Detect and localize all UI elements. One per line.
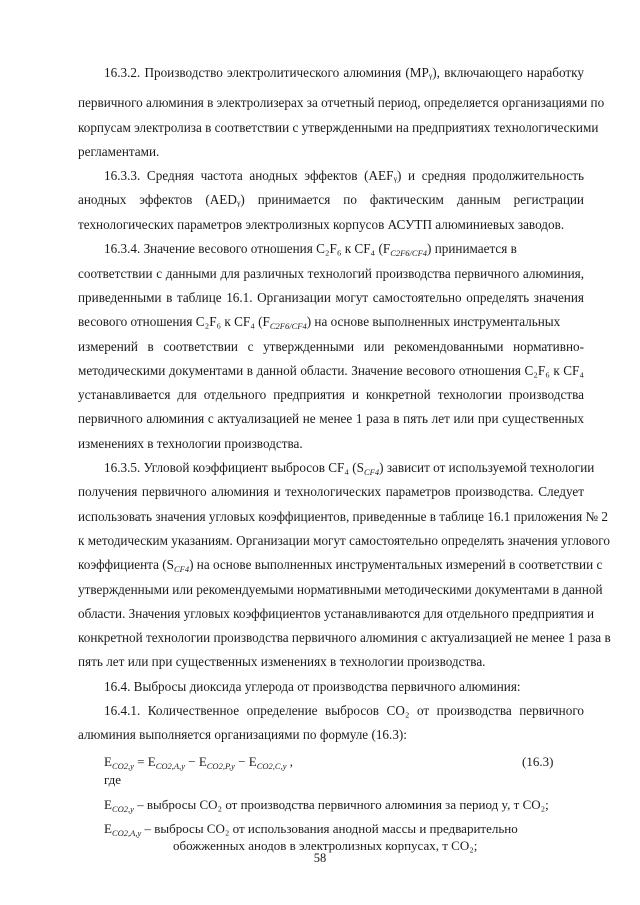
formula-16-3 xyxy=(104,754,293,774)
definition-text: – выбросы CO₂ от использования анодной массы и предварительно xyxy=(141,821,518,836)
formula-term1-subscript: CO2,A,y xyxy=(155,761,185,771)
line-text-tail: ) на основе выполненных инструментальных измерений в соответствии с xyxy=(189,557,603,572)
formula-term3-subscript: CO2,C,y xyxy=(256,761,287,771)
paragraph-16-4-1-line-2: алюминия выполняется организациями по формуле (16.3): xyxy=(78,727,407,742)
formula-number: (16.3) xyxy=(522,754,554,769)
formula-minus-2: − E xyxy=(234,754,257,769)
section-16-4-heading: 16.4. Выбросы диоксида углерода от производства первичного алюминия: xyxy=(104,679,521,694)
subscript: C2F6/CF4 xyxy=(390,248,428,258)
definition-e-co2-y xyxy=(104,797,549,817)
formula-minus-1: − E xyxy=(184,754,207,769)
where-label: где xyxy=(104,772,122,787)
paragraph-16-3-5-line-9: пять лет или при существенных изменениях в технологии производства. xyxy=(78,654,486,669)
paragraph-16-3-4-line-8: первичного алюминия с актуализацией не менее 1 раза в пять лет или при существенных xyxy=(78,411,584,426)
line-text: 16.3.5. Угловой коэффициент выбросов CF₄ (S xyxy=(104,460,365,475)
line-text-tail: ) зависит от используемой технологии xyxy=(379,460,595,475)
definition-text: – выбросы CO₂ от производства первичного алюминия за период y, т CO₂; xyxy=(133,797,549,812)
line-text-tail: ) на основе выполненных инструментальных xyxy=(306,314,561,329)
paragraph-16-3-2-line-2: первичного алюминия в электролизерах за отчетный период, определяется организациями по xyxy=(78,95,605,110)
subscript: C2F6/CF4 xyxy=(269,321,307,331)
subscript: CF4 xyxy=(364,467,380,477)
line-text: весового отношения C₂F₆ к CF₄ (F xyxy=(78,314,270,329)
definition-symbol: E xyxy=(104,821,112,836)
line-text-tail: ) принимается в xyxy=(427,241,517,256)
formula-lhs: E xyxy=(104,754,112,769)
paragraph-16-4-1-line-1: 16.4.1. Количественное определение выбросов CO₂ от производства первичного xyxy=(104,703,584,718)
definition-symbol: E xyxy=(104,797,112,812)
paragraph-16-3-2-line-3: корпусам электролиза в соответствии с утвержденными на предприятиях технологическими xyxy=(78,120,599,135)
paragraph-16-3-4-line-3: приведенными в таблице 16.1. Организации могут самостоятельно определять значения xyxy=(78,290,584,305)
paragraph-16-3-5-line-2: получения первичного алюминия и технологических параметров производства. Следует xyxy=(78,484,584,499)
paragraph-16-3-4-line-7: устанавливается для отдельного предприятия и конкретной технологии производства xyxy=(78,387,584,402)
paragraph-16-3-4-line-1 xyxy=(104,241,584,261)
paragraph-16-3-3-line-1: 16.3.3. Средняя частота анодных эффектов (AEFᵧ) и средняя продолжительность xyxy=(104,168,584,183)
paragraph-16-3-2-line-1: 16.3.2. Производство электролитического алюминия (MPᵧ), включающего наработку xyxy=(104,65,584,80)
line-text: 16.3.4. Значение весового отношения C₂F₆ к CF₄ (F xyxy=(104,241,391,256)
paragraph-16-3-5-line-7: области. Значения угловых коэффициентов устанавливаются для отдельного предприятия и xyxy=(78,606,595,621)
paragraph-16-3-3-line-3: технологических параметров электролизных корпусов АСУТП алюминиевых заводов. xyxy=(78,217,565,232)
paragraph-16-3-5-line-5 xyxy=(78,557,603,577)
formula-lhs-subscript: CO2,y xyxy=(111,761,134,771)
paragraph-16-3-5-line-8: конкретной технологии производства первичного алюминия с актуализацией не менее 1 раза в xyxy=(78,630,611,645)
paragraph-16-3-3-line-2: анодных эффектов (AEDᵧ) принимается по фактическим данным регистрации xyxy=(78,192,584,207)
paragraph-16-3-2-line-4: регламентами. xyxy=(78,144,160,159)
formula-equals: = E xyxy=(133,754,156,769)
definition-subscript: CO2,y xyxy=(111,804,134,814)
paragraph-16-3-4-line-6: методическими документами в данной области. Значение весового отношения C₂F₆ к CF₄ xyxy=(78,363,584,378)
definition-subscript: CO2,A,y xyxy=(111,828,142,838)
paragraph-16-3-4-line-9: изменениях в технологии производства. xyxy=(78,436,303,451)
page-number: 58 xyxy=(313,851,327,865)
paragraph-16-3-4-line-4 xyxy=(78,314,584,334)
formula-comma: , xyxy=(286,754,293,769)
paragraph-16-3-5-line-3: использовать значения угловых коэффициентов, приведенные в таблице 16.1 приложения № 2 xyxy=(78,509,608,524)
line-text: коэффициента (S xyxy=(78,557,174,572)
paragraph-16-3-4-line-2: соответствии с данными для различных технологий производства первичного алюминия, xyxy=(78,266,584,281)
paragraph-16-3-4-line-5: измерений в соответствии с утвержденными или рекомендованными нормативно- xyxy=(78,339,584,354)
subscript: CF4 xyxy=(173,564,190,574)
paragraph-16-3-5-line-4: к методическим указаниям. Организации могут самостоятельно определять значения углового xyxy=(78,533,610,548)
paragraph-16-3-5-line-1 xyxy=(104,460,595,480)
formula-term2-subscript: CO2,P,y xyxy=(206,761,235,771)
paragraph-16-3-5-line-6: утвержденными или рекомендуемыми нормативными методическими документами в данной xyxy=(78,582,603,597)
definition-continuation: обожженных анодов в электролизных корпусах, т CO₂; xyxy=(173,838,478,853)
